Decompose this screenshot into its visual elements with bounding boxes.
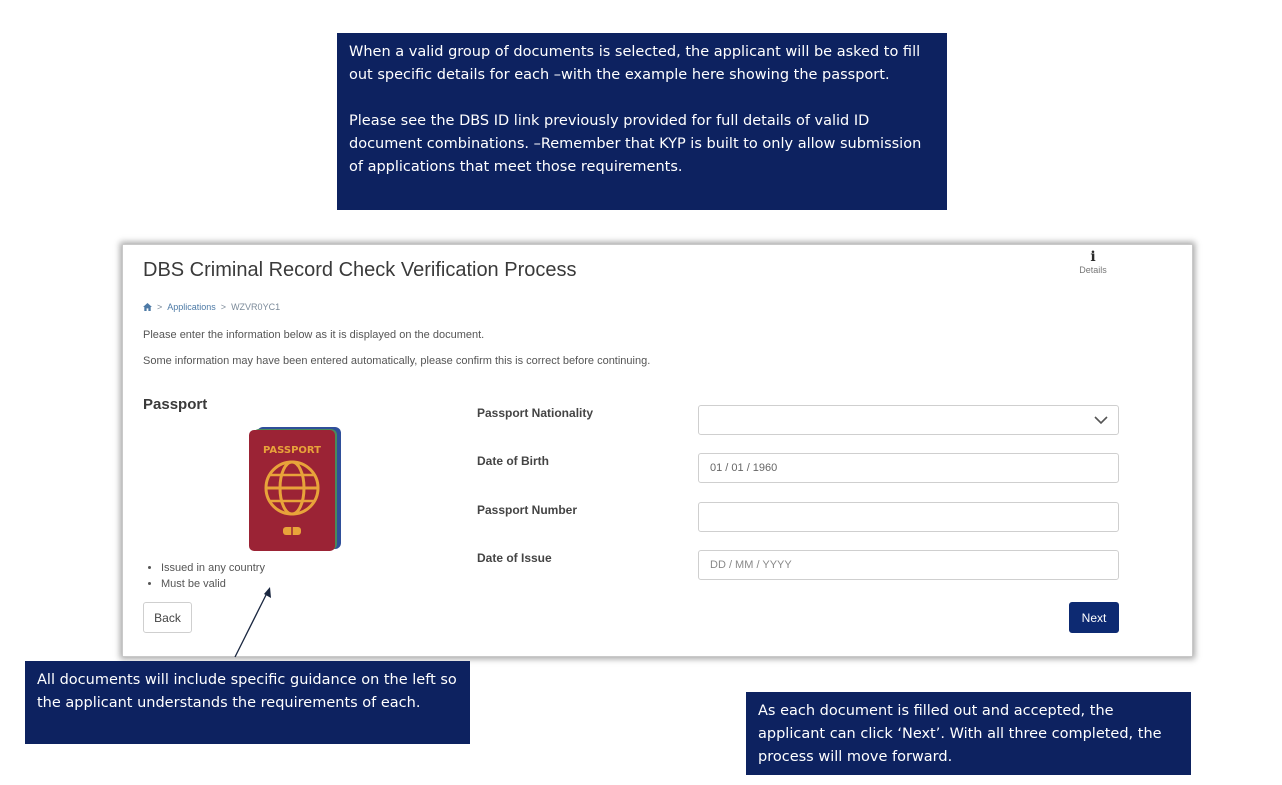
passport-number-input[interactable] — [698, 502, 1119, 532]
home-icon[interactable] — [143, 303, 152, 311]
callout-top-paragraph-1: When a valid group of documents is selected, the applicant will be asked to fill out specific details for each –with the example here showing the passport. — [349, 44, 921, 83]
chevron-down-icon — [1094, 415, 1108, 425]
breadcrumb-current: WZVR0YC1 — [231, 302, 281, 312]
pointer-arrow — [230, 585, 280, 660]
callout-top-paragraph-2: Please see the DBS ID link previously provided for full details of valid ID document combinations. –Remember that KYP is built to only allow submission of applications that meet those requirements. — [349, 113, 922, 175]
document-title: Passport — [143, 396, 208, 413]
date-of-issue-input[interactable] — [698, 550, 1119, 580]
back-button[interactable]: Back — [143, 602, 192, 633]
details-label: Details — [1079, 265, 1107, 275]
breadcrumb-separator: > — [220, 302, 227, 312]
callout-top — [337, 33, 947, 210]
instruction-text: Please enter the information below as it is displayed on the document. — [143, 329, 485, 341]
verification-panel — [122, 244, 1193, 657]
passport-nationality-select[interactable] — [698, 405, 1119, 435]
date-of-issue-label: Date of Issue — [477, 551, 552, 565]
callout-right: As each document is filled out and accepted, the applicant can click ‘Next’. With all three completed, the process will move forward. — [746, 692, 1191, 775]
callout-left: All documents will include specific guidance on the left so the applicant understands the requirements of each. — [25, 661, 470, 744]
passport-number-label: Passport Number — [477, 503, 578, 517]
date-of-birth-label: Date of Birth — [477, 454, 549, 468]
details-button[interactable] — [1068, 249, 1118, 275]
passport-illustration — [247, 425, 343, 551]
breadcrumb-separator: > — [157, 302, 163, 312]
breadcrumb-applications[interactable]: Applications — [167, 302, 216, 312]
guidance-item: • Must be valid — [161, 576, 265, 592]
date-of-birth-input[interactable]: 01 / 01 / 1960 — [698, 453, 1119, 483]
page-title: DBS Criminal Record Check Verification Process — [143, 259, 577, 281]
passport-illustration-text: PASSPORT — [262, 445, 322, 456]
breadcrumb — [143, 302, 280, 312]
info-icon: i — [1090, 249, 1096, 265]
guidance-item: • Issued in any country — [161, 560, 265, 576]
instruction-text: Some information may have been entered automatically, please confirm this is correct before continuing. — [143, 355, 651, 367]
next-button[interactable]: Next — [1069, 602, 1119, 633]
passport-nationality-label: Passport Nationality — [477, 406, 594, 420]
